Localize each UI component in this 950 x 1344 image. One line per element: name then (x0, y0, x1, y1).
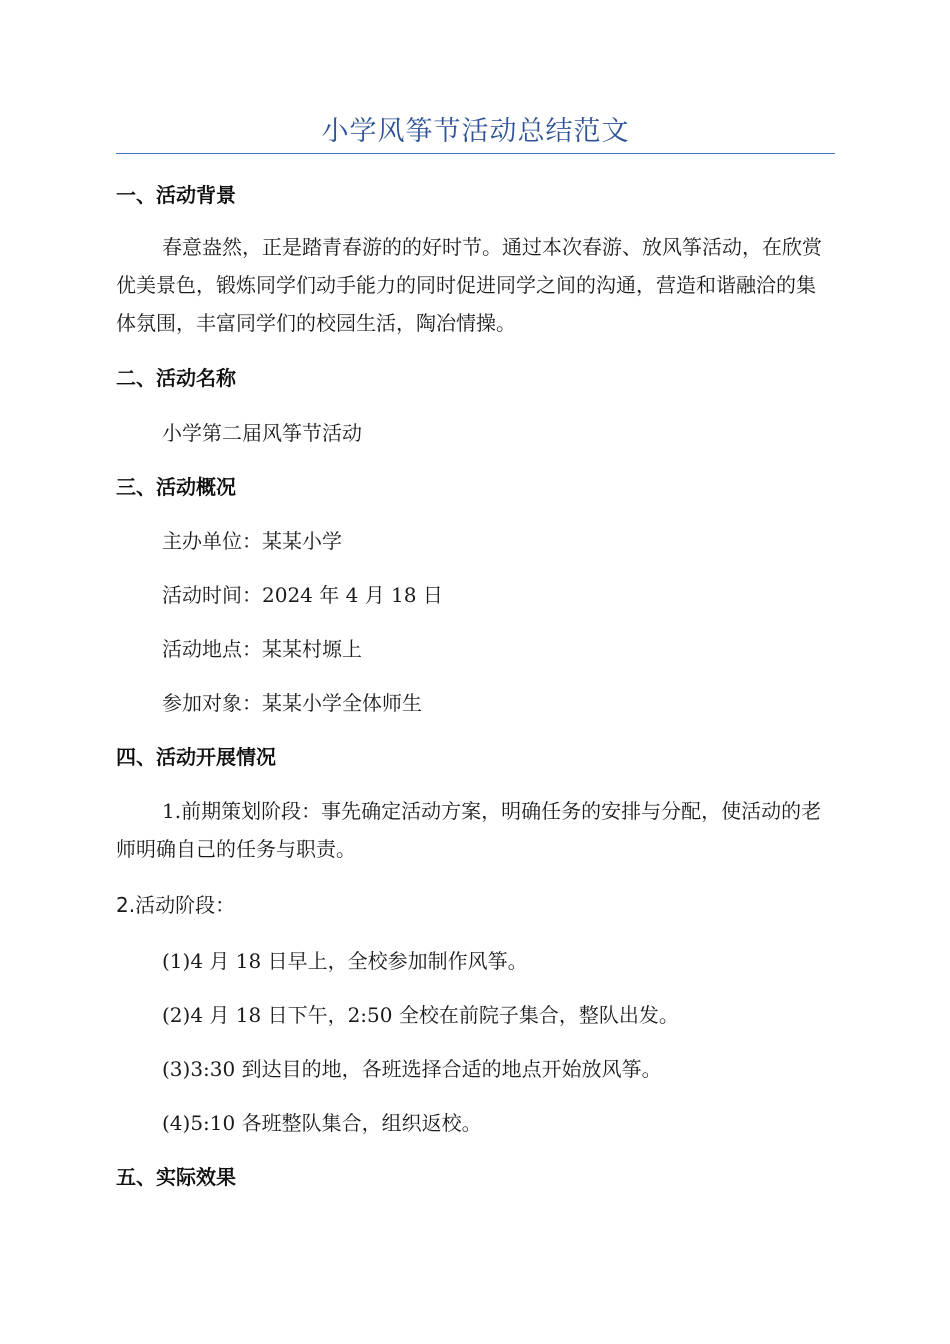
overview-item-participants: 参加对象：某某小学全体师生 (162, 691, 422, 715)
substep-arrival: (3)3:30 到达目的地，各班选择合适的地点开始放风筝。 (162, 1057, 662, 1081)
activity-name-text: 小学第二届风筝节活动 (162, 421, 362, 445)
section-heading-name: 二、活动名称 (116, 366, 236, 390)
section-body-background: 春意盎然，正是踏青春游的的好时节。通过本次春游、放风筝活动，在欣赏优美景色，锻炼同学们动手能力的同时促进同学之间的沟通，营造和谐融洽的集体氛围，丰富同学们的校园生活，陶冶情操。 (116, 235, 822, 335)
section-heading-overview: 三、活动概况 (116, 475, 236, 499)
document-title: 小学风筝节活动总结范文 (321, 116, 630, 147)
progress-step-activity: 2.活动阶段： (116, 893, 236, 917)
section-heading-results: 五、实际效果 (116, 1165, 236, 1189)
section-heading-background: 一、活动背景 (116, 183, 236, 207)
overview-item-location: 活动地点：某某村塬上 (162, 637, 362, 661)
overview-item-organizer: 主办单位：某某小学 (162, 529, 342, 553)
substep-afternoon: (2)4 月 18 日下午，2:50 全校在前院子集合，整队出发。 (162, 1003, 679, 1027)
title-underline (116, 153, 835, 154)
section-heading-progress: 四、活动开展情况 (116, 745, 276, 769)
substep-morning: (1)4 月 18 日早上，全校参加制作风筝。 (162, 949, 528, 973)
overview-item-time: 活动时间：2024 年 4 月 18 日 (162, 583, 443, 607)
progress-step-planning: 1.前期策划阶段：事先确定活动方案，明确任务的安排与分配，使活动的老师明确自己的任务与职责。 (116, 799, 822, 861)
substep-return: (4)5:10 各班整队集合，组织返校。 (162, 1111, 482, 1135)
